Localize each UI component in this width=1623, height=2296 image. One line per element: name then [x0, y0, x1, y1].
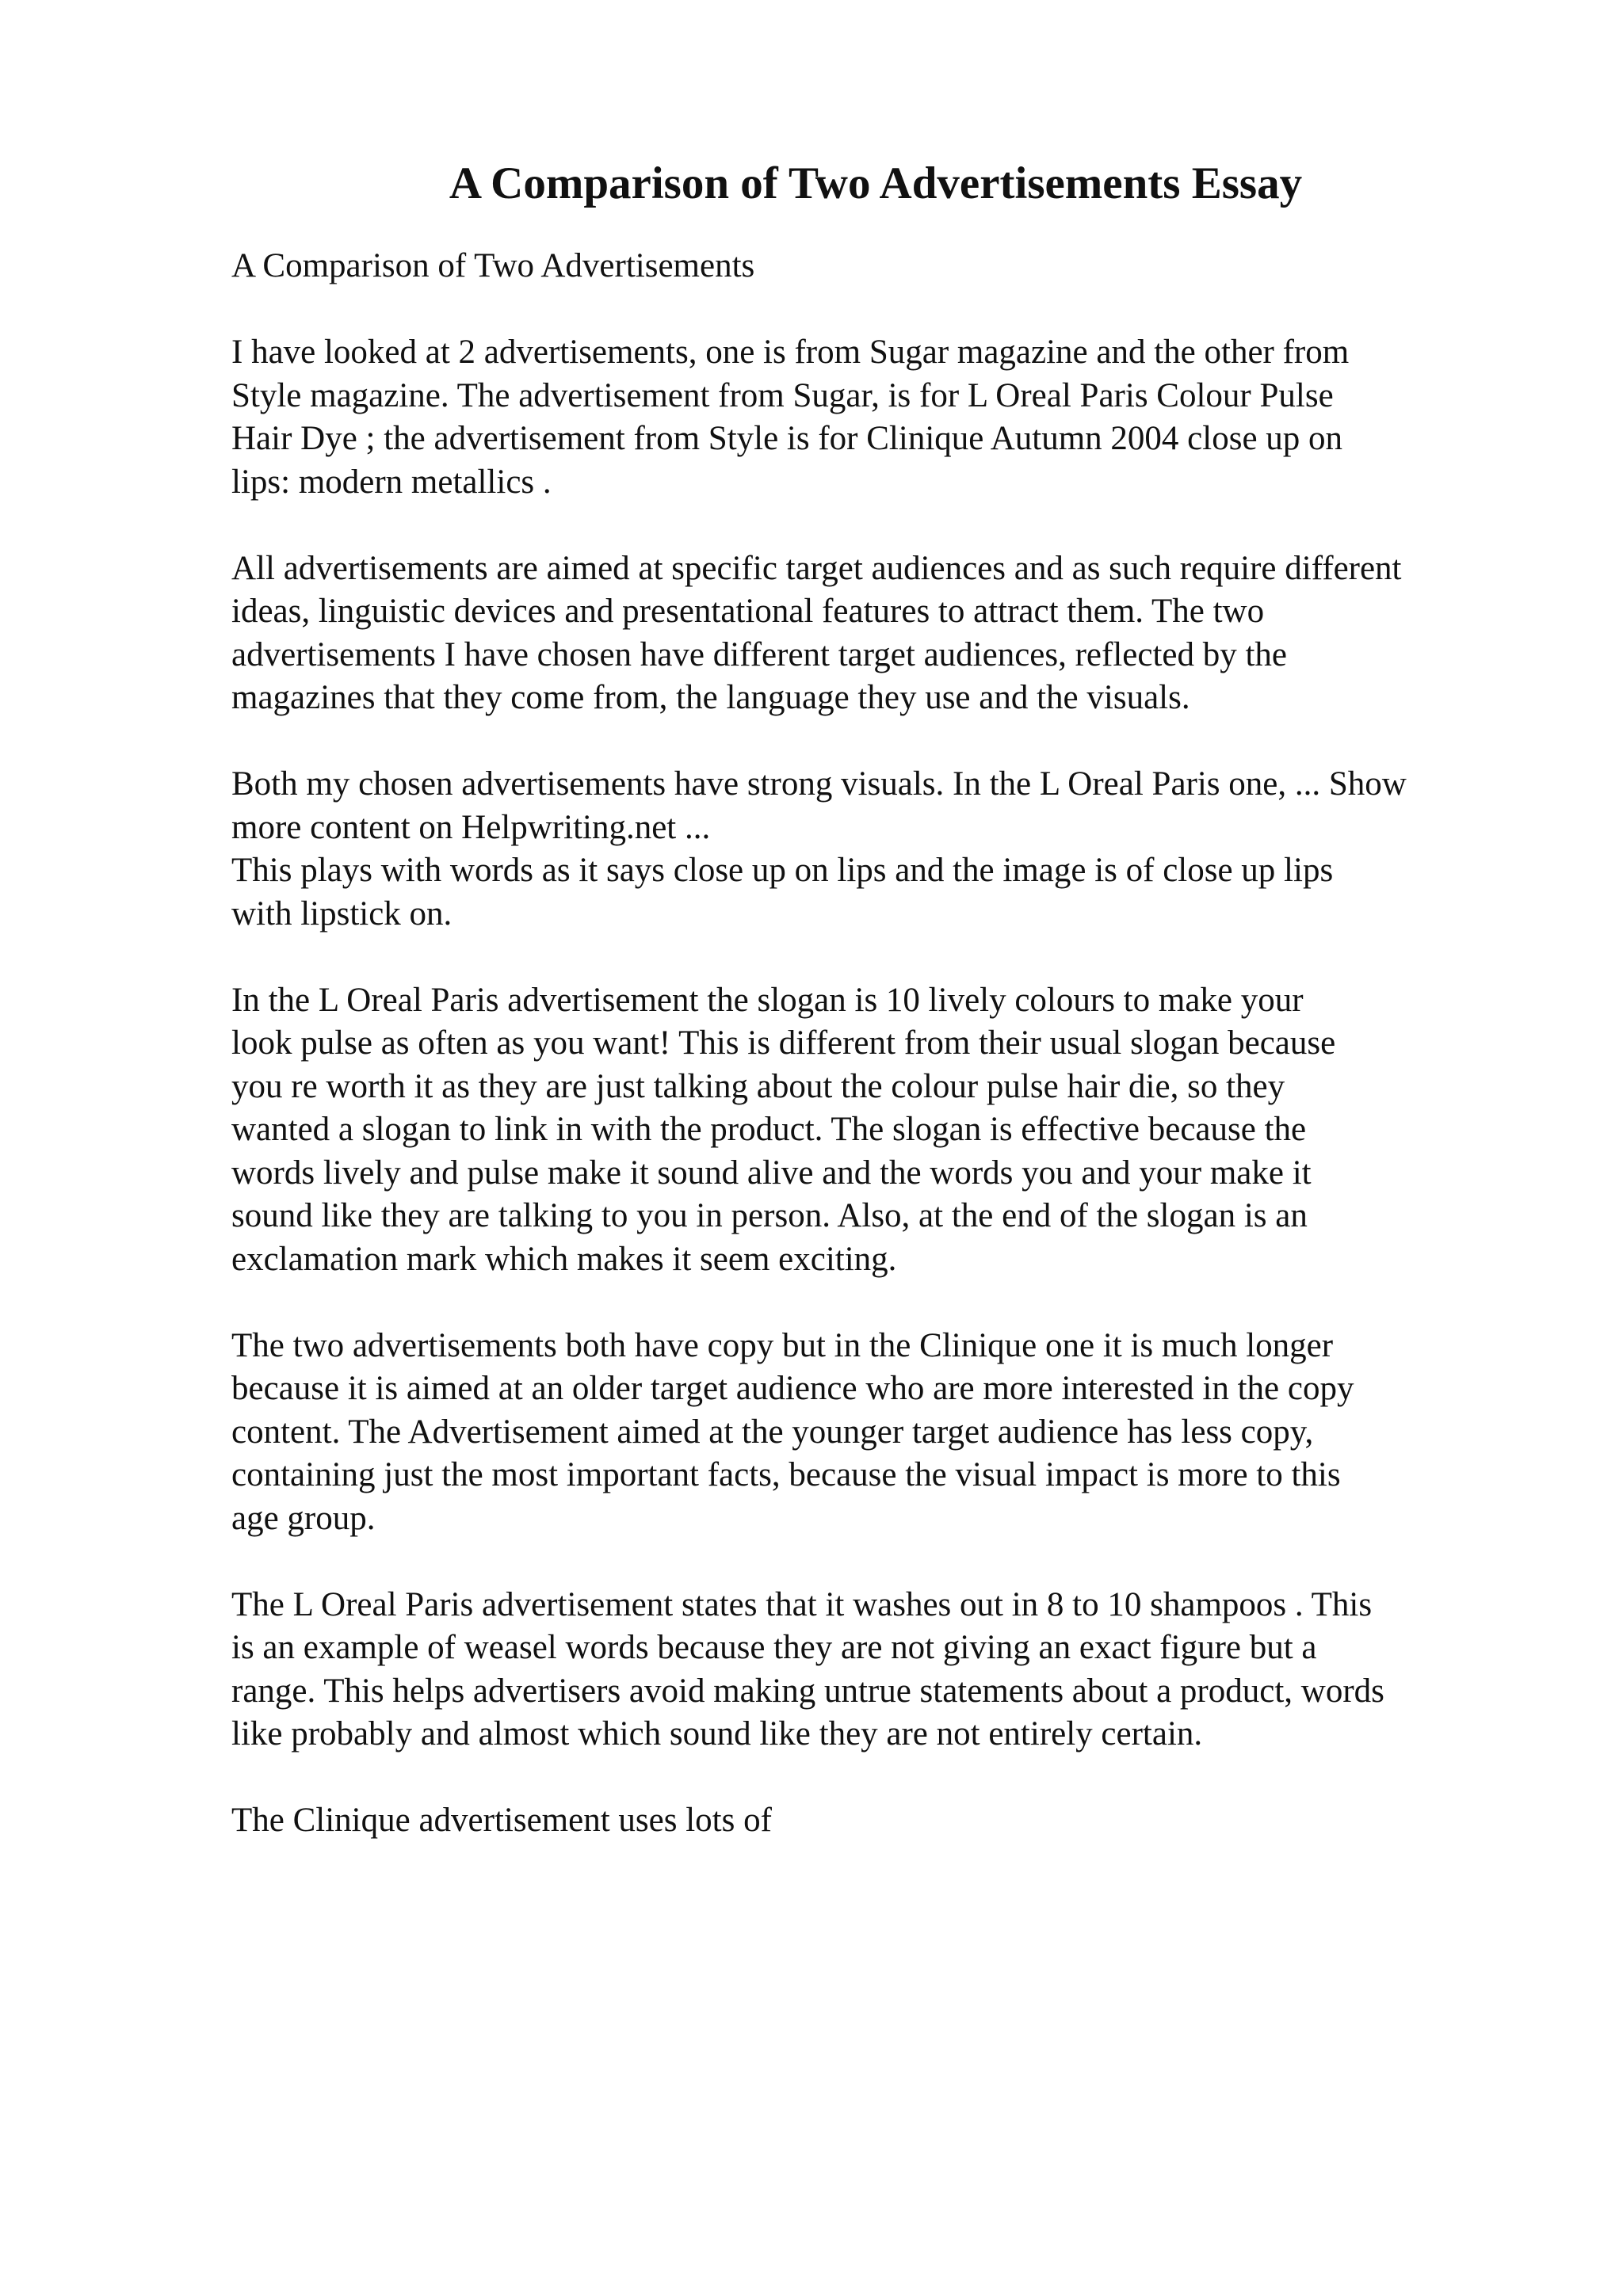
paragraph-gap	[231, 1540, 1531, 1584]
essay-body	[231, 245, 1531, 1843]
text-line: I have looked at 2 advertisements, one is from Sugar magazine and the other from	[231, 334, 1350, 371]
paragraph-gap	[231, 1756, 1531, 1800]
text-line: range. This helps advertisers avoid making untrue statements about a product, words	[231, 1672, 1384, 1710]
essay-subtitle: A Comparison of Two Advertisements	[231, 247, 755, 284]
text-line: look pulse as often as you want! This is different from their usual slogan because	[231, 1024, 1336, 1062]
text-line: The Clinique advertisement uses lots of	[231, 1802, 772, 1839]
text-line: content. The Advertisement aimed at the younger target audience has less copy,	[231, 1413, 1314, 1451]
paragraph-7	[231, 1799, 1531, 1843]
text-line: Hair Dye ; the advertisement from Style is for Clinique Autumn 2004 close up on	[231, 420, 1343, 457]
paragraph-gap	[231, 1281, 1531, 1325]
text-line: exclamation mark which makes it seem exciting.	[231, 1240, 897, 1278]
text-line: words lively and pulse make it sound alive and the words you and your make it	[231, 1154, 1312, 1192]
paragraph-1	[231, 331, 1531, 504]
paragraph-gap	[231, 936, 1531, 979]
paragraph-4	[231, 979, 1531, 1282]
text-line: with lipstick on.	[231, 894, 453, 933]
text-line: The two advertisements both have copy but in the Clinique one it is much longer	[231, 1326, 1334, 1364]
paragraph-5	[231, 1325, 1531, 1541]
page-title: A Comparison of Two Advertisements Essay	[449, 158, 1303, 208]
text-line: All advertisements are aimed at specific target audiences and as such require different	[231, 549, 1402, 587]
text-line: is an example of weasel words because they are not giving an exact figure but a	[231, 1629, 1317, 1666]
text-line: like probably and almost which sound like they are not entirely certain.	[231, 1715, 1203, 1753]
text-line: wanted a slogan to link in with the product. The slogan is effective because the	[231, 1111, 1307, 1148]
paragraph-gap	[231, 504, 1531, 547]
text-line: containing just the most important facts, because the visual impact is more to this	[231, 1456, 1341, 1493]
text-line: Both my chosen advertisements have strong visuals. In the L Oreal Paris one, ... Show	[231, 765, 1407, 803]
paragraph-3	[231, 763, 1531, 936]
text-line: lips: modern metallics .	[231, 463, 552, 501]
paragraph-gap	[231, 288, 1531, 332]
text-line: age group.	[231, 1499, 376, 1537]
text-line: magazines that they come from, the language they use and the visuals.	[231, 679, 1190, 716]
text-line: more content on Helpwriting.net ...	[231, 808, 711, 846]
paragraph-gap	[231, 720, 1531, 764]
text-line: because it is aimed at an older target audience who are more interested in the copy	[231, 1370, 1354, 1407]
paragraph-2	[231, 547, 1531, 720]
text-line: sound like they are talking to you in person. Also, at the end of the slogan is an	[231, 1197, 1308, 1234]
text-line: This plays with words as it says close up on lips and the image is of close up lips	[231, 852, 1334, 889]
text-line: advertisements I have chosen have different target audiences, reflected by the	[231, 635, 1288, 673]
text-line: you re worth it as they are just talking about the colour pulse hair die, so they	[231, 1067, 1285, 1105]
paragraph-6	[231, 1584, 1531, 1756]
text-line: ideas, linguistic devices and presentational features to attract them. The two	[231, 593, 1265, 630]
text-line: In the L Oreal Paris advertisement the slogan is 10 lively colours to make your	[231, 981, 1304, 1019]
text-line: The L Oreal Paris advertisement states that it washes out in 8 to 10 shampoos . This	[231, 1585, 1373, 1623]
text-line: Style magazine. The advertisement from Sugar, is for L Oreal Paris Colour Pulse	[231, 376, 1334, 414]
